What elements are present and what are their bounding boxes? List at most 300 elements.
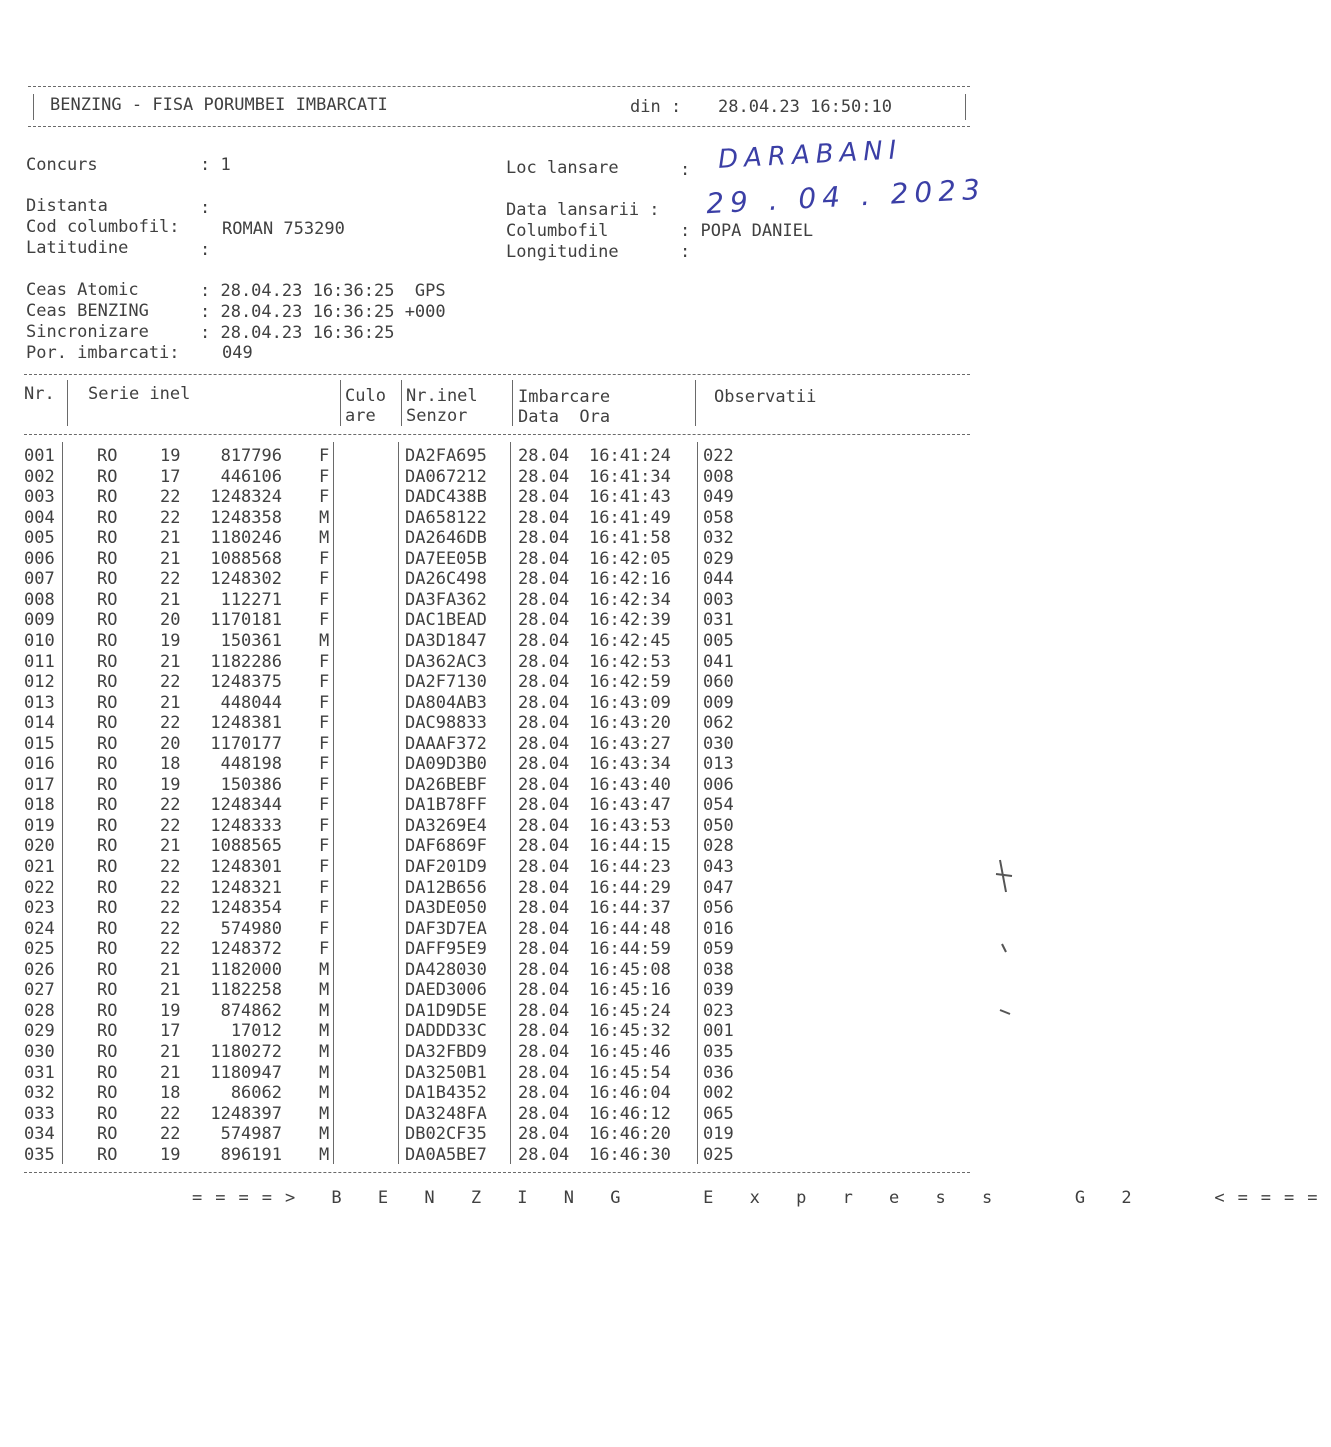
distanta-value: : xyxy=(200,198,211,218)
row-sex: F xyxy=(319,754,330,775)
row-nr: 003 xyxy=(24,487,55,508)
row-nr: 019 xyxy=(24,815,55,836)
row-sensor-id: DA362AC3 xyxy=(405,651,487,672)
row-sex: F xyxy=(319,898,330,919)
row-observatii: 060 xyxy=(703,672,734,693)
row-ring-number: 446106 xyxy=(220,466,282,487)
sincronizare-value: : 28.04.23 16:36:25 xyxy=(200,323,395,343)
row-ring-number: 1182286 xyxy=(210,651,282,672)
row-nr: 005 xyxy=(24,528,55,549)
row-nr: 023 xyxy=(24,898,55,919)
data-lansarii-label: Data lansarii : xyxy=(506,200,660,220)
row-time: 16:41:49 xyxy=(589,507,671,528)
row-observatii: 047 xyxy=(703,877,734,898)
row-date: 28.04 xyxy=(518,754,570,775)
row-date: 28.04 xyxy=(518,589,570,610)
row-nr: 034 xyxy=(24,1124,55,1145)
row-time: 16:43:20 xyxy=(589,713,671,734)
row-country: RO xyxy=(97,651,118,672)
row-year: 21 xyxy=(160,980,181,1001)
table-row xyxy=(0,980,1024,1000)
row-time: 16:46:20 xyxy=(589,1124,671,1145)
row-country: RO xyxy=(97,959,118,980)
row-sensor-id: DA3DE050 xyxy=(405,898,487,919)
row-time: 16:42:05 xyxy=(589,548,671,569)
row-time: 16:43:47 xyxy=(589,795,671,816)
row-sex: F xyxy=(319,733,330,754)
row-nr: 018 xyxy=(24,795,55,816)
latitudine-value: : xyxy=(200,240,211,260)
row-date: 28.04 xyxy=(518,446,570,466)
row-nr: 026 xyxy=(24,959,55,980)
row-sex: M xyxy=(319,1021,330,1042)
header-right-edge xyxy=(965,94,966,120)
row-sensor-id: DA26BEBF xyxy=(405,774,487,795)
row-sex: M xyxy=(319,980,330,1001)
table-row xyxy=(0,775,1024,795)
row-sex: F xyxy=(319,569,330,590)
row-sensor-id: DA1B78FF xyxy=(405,795,487,816)
row-observatii: 030 xyxy=(703,733,734,754)
row-sex: F xyxy=(319,610,330,631)
row-sex: F xyxy=(319,589,330,610)
row-date: 28.04 xyxy=(518,877,570,898)
col-header-culoare-2: are xyxy=(345,406,376,426)
row-sensor-id: DA32FBD9 xyxy=(405,1041,487,1062)
row-year: 22 xyxy=(160,507,181,528)
row-nr: 028 xyxy=(24,1000,55,1021)
row-year: 21 xyxy=(160,651,181,672)
row-nr: 002 xyxy=(24,466,55,487)
row-sensor-id: DAED3006 xyxy=(405,980,487,1001)
row-time: 16:46:30 xyxy=(589,1144,671,1165)
row-nr: 014 xyxy=(24,713,55,734)
row-observatii: 039 xyxy=(703,980,734,1001)
row-time: 16:41:43 xyxy=(589,487,671,508)
row-date: 28.04 xyxy=(518,1041,570,1062)
row-sensor-id: DA658122 xyxy=(405,507,487,528)
row-sensor-id: DA2646DB xyxy=(405,528,487,549)
row-ring-number: 1248397 xyxy=(210,1103,282,1124)
row-sex: M xyxy=(319,1103,330,1124)
row-sensor-id: DADDD33C xyxy=(405,1021,487,1042)
row-observatii: 003 xyxy=(703,589,734,610)
row-year: 22 xyxy=(160,672,181,693)
row-date: 28.04 xyxy=(518,918,570,939)
row-sensor-id: DAAAF372 xyxy=(405,733,487,754)
row-ring-number: 896191 xyxy=(220,1144,282,1165)
col-header-culoare-1: Culo xyxy=(345,386,386,406)
header-divider-imbarcare xyxy=(512,380,513,426)
row-sensor-id: DA2FA695 xyxy=(405,446,487,466)
table-row xyxy=(0,610,1024,630)
row-year: 19 xyxy=(160,446,181,466)
row-year: 19 xyxy=(160,774,181,795)
row-time: 16:42:53 xyxy=(589,651,671,672)
row-date: 28.04 xyxy=(518,548,570,569)
row-date: 28.04 xyxy=(518,692,570,713)
row-date: 28.04 xyxy=(518,569,570,590)
row-observatii: 008 xyxy=(703,466,734,487)
row-ring-number: 1182258 xyxy=(210,980,282,1001)
row-observatii: 043 xyxy=(703,857,734,877)
row-country: RO xyxy=(97,918,118,939)
row-ring-number: 1248324 xyxy=(210,487,282,508)
row-country: RO xyxy=(97,980,118,1001)
table-row xyxy=(0,734,1024,754)
ceas-atomic-value: : 28.04.23 16:36:25 GPS xyxy=(200,281,446,301)
row-nr: 015 xyxy=(24,733,55,754)
row-ring-number: 448044 xyxy=(220,692,282,713)
row-ring-number: 1248358 xyxy=(210,507,282,528)
row-observatii: 035 xyxy=(703,1041,734,1062)
row-sensor-id: DAF3D7EA xyxy=(405,918,487,939)
table-row xyxy=(0,1124,1024,1144)
row-date: 28.04 xyxy=(518,651,570,672)
row-sex: F xyxy=(319,939,330,960)
row-country: RO xyxy=(97,1103,118,1124)
row-country: RO xyxy=(97,610,118,631)
row-ring-number: 1248302 xyxy=(210,569,282,590)
table-row xyxy=(0,1001,1024,1021)
row-ring-number: 1180272 xyxy=(210,1041,282,1062)
row-nr: 017 xyxy=(24,774,55,795)
row-country: RO xyxy=(97,898,118,919)
row-time: 16:46:04 xyxy=(589,1083,671,1104)
row-sex: F xyxy=(319,918,330,939)
table-bottom-rule xyxy=(24,1172,970,1173)
row-nr: 033 xyxy=(24,1103,55,1124)
table-row xyxy=(0,960,1024,980)
row-nr: 029 xyxy=(24,1021,55,1042)
row-country: RO xyxy=(97,1021,118,1042)
row-nr: 012 xyxy=(24,672,55,693)
row-country: RO xyxy=(97,1000,118,1021)
row-sex: M xyxy=(319,1124,330,1145)
row-observatii: 049 xyxy=(703,487,734,508)
row-year: 22 xyxy=(160,1103,181,1124)
row-year: 17 xyxy=(160,466,181,487)
row-ring-number: 1170181 xyxy=(210,610,282,631)
row-observatii: 013 xyxy=(703,754,734,775)
row-country: RO xyxy=(97,1041,118,1062)
row-country: RO xyxy=(97,1124,118,1145)
row-observatii: 056 xyxy=(703,898,734,919)
row-time: 16:43:40 xyxy=(589,774,671,795)
row-observatii: 009 xyxy=(703,692,734,713)
row-nr: 020 xyxy=(24,836,55,857)
row-nr: 013 xyxy=(24,692,55,713)
table-row xyxy=(0,898,1024,918)
row-time: 16:43:09 xyxy=(589,692,671,713)
table-row xyxy=(0,1083,1024,1103)
row-nr: 011 xyxy=(24,651,55,672)
row-sensor-id: DA0A5BE7 xyxy=(405,1144,487,1165)
sincronizare-label: Sincronizare xyxy=(26,322,149,342)
table-row xyxy=(0,590,1024,610)
row-ring-number: 1180246 xyxy=(210,528,282,549)
row-sensor-id: DA1B4352 xyxy=(405,1083,487,1104)
row-observatii: 025 xyxy=(703,1144,734,1165)
header-divider-nrinel xyxy=(401,380,402,426)
table-row xyxy=(0,857,1024,877)
col-header-nr: Nr. xyxy=(24,384,55,404)
row-date: 28.04 xyxy=(518,1021,570,1042)
row-nr: 009 xyxy=(24,610,55,631)
row-sensor-id: DA12B656 xyxy=(405,877,487,898)
row-observatii: 050 xyxy=(703,815,734,836)
row-date: 28.04 xyxy=(518,898,570,919)
row-ring-number: 1248381 xyxy=(210,713,282,734)
row-sensor-id: DAFF95E9 xyxy=(405,939,487,960)
row-date: 28.04 xyxy=(518,1124,570,1145)
row-nr: 025 xyxy=(24,939,55,960)
row-sex: M xyxy=(319,630,330,651)
col-header-observatii: Observatii xyxy=(714,387,817,407)
row-ring-number: 1088565 xyxy=(210,836,282,857)
loc-lansare-sep: : xyxy=(680,160,691,180)
row-ring-number: 1248301 xyxy=(210,857,282,877)
row-date: 28.04 xyxy=(518,1000,570,1021)
header-divider-observatii xyxy=(695,380,696,426)
row-country: RO xyxy=(97,1062,118,1083)
row-time: 16:43:53 xyxy=(589,815,671,836)
row-time: 16:44:23 xyxy=(589,857,671,877)
row-sensor-id: DA3269E4 xyxy=(405,815,487,836)
row-country: RO xyxy=(97,446,118,466)
header-divider-nr xyxy=(67,380,68,426)
table-row xyxy=(0,549,1024,569)
row-year: 20 xyxy=(160,610,181,631)
row-observatii: 036 xyxy=(703,1062,734,1083)
row-observatii: 031 xyxy=(703,610,734,631)
row-sensor-id: DA067212 xyxy=(405,466,487,487)
row-sensor-id: DA428030 xyxy=(405,959,487,980)
din-label: din : xyxy=(630,97,682,117)
row-year: 22 xyxy=(160,815,181,836)
col-header-serie-inel: Serie inel xyxy=(88,384,191,404)
row-year: 21 xyxy=(160,692,181,713)
col-header-imbarcare-1: Imbarcare xyxy=(518,387,611,407)
row-sex: F xyxy=(319,774,330,795)
row-country: RO xyxy=(97,733,118,754)
table-row xyxy=(0,446,1024,466)
row-sensor-id: DAC1BEAD xyxy=(405,610,487,631)
table-row xyxy=(0,1145,1024,1165)
row-year: 21 xyxy=(160,836,181,857)
table-row xyxy=(0,528,1024,548)
latitudine-label: Latitudine xyxy=(26,238,129,258)
distanta-label: Distanta xyxy=(26,196,108,216)
row-country: RO xyxy=(97,877,118,898)
row-nr: 010 xyxy=(24,630,55,651)
row-sensor-id: DAC98833 xyxy=(405,713,487,734)
row-year: 18 xyxy=(160,1083,181,1104)
row-country: RO xyxy=(97,548,118,569)
row-sensor-id: DA3D1847 xyxy=(405,630,487,651)
row-ring-number: 1248372 xyxy=(210,939,282,960)
row-country: RO xyxy=(97,528,118,549)
row-ring-number: 17012 xyxy=(230,1021,282,1042)
row-sex: F xyxy=(319,692,330,713)
row-observatii: 001 xyxy=(703,1021,734,1042)
row-ring-number: 1248344 xyxy=(210,795,282,816)
row-observatii: 016 xyxy=(703,918,734,939)
row-year: 21 xyxy=(160,528,181,549)
row-date: 28.04 xyxy=(518,980,570,1001)
header-top-rule xyxy=(28,86,970,87)
row-time: 16:44:59 xyxy=(589,939,671,960)
row-time: 16:42:16 xyxy=(589,569,671,590)
row-date: 28.04 xyxy=(518,795,570,816)
columbofil-label: Columbofil xyxy=(506,221,609,241)
row-time: 16:45:08 xyxy=(589,959,671,980)
row-nr: 001 xyxy=(24,446,55,466)
row-time: 16:45:16 xyxy=(589,980,671,1001)
row-time: 16:45:54 xyxy=(589,1062,671,1083)
row-time: 16:42:34 xyxy=(589,589,671,610)
row-date: 28.04 xyxy=(518,1144,570,1165)
row-nr: 021 xyxy=(24,857,55,877)
table-row xyxy=(0,1104,1024,1124)
row-time: 16:42:59 xyxy=(589,672,671,693)
row-sex: F xyxy=(319,857,330,877)
row-observatii: 065 xyxy=(703,1103,734,1124)
row-sensor-id: DA804AB3 xyxy=(405,692,487,713)
loc-lansare-label: Loc lansare xyxy=(506,158,619,178)
row-date: 28.04 xyxy=(518,815,570,836)
row-sensor-id: DA1D9D5E xyxy=(405,1000,487,1021)
row-nr: 022 xyxy=(24,877,55,898)
row-date: 28.04 xyxy=(518,507,570,528)
row-observatii: 054 xyxy=(703,795,734,816)
header-divider-culoare xyxy=(340,380,341,426)
row-ring-number: 1180947 xyxy=(210,1062,282,1083)
row-year: 22 xyxy=(160,487,181,508)
row-observatii: 002 xyxy=(703,1083,734,1104)
row-country: RO xyxy=(97,1144,118,1165)
row-nr: 032 xyxy=(24,1083,55,1104)
row-time: 16:42:39 xyxy=(589,610,671,631)
table-top-rule xyxy=(24,374,970,375)
table-row xyxy=(0,1021,1024,1041)
row-sex: M xyxy=(319,528,330,549)
row-date: 28.04 xyxy=(518,733,570,754)
longitudine-value: : xyxy=(680,242,691,262)
row-year: 21 xyxy=(160,959,181,980)
row-sensor-id: DAF6869F xyxy=(405,836,487,857)
row-ring-number: 1170177 xyxy=(210,733,282,754)
row-time: 16:41:58 xyxy=(589,528,671,549)
margin-mark-1 xyxy=(996,860,1012,892)
row-year: 19 xyxy=(160,1000,181,1021)
row-ring-number: 574980 xyxy=(220,918,282,939)
header-bottom-rule xyxy=(28,126,970,127)
row-ring-number: 874862 xyxy=(220,1000,282,1021)
row-time: 16:44:48 xyxy=(589,918,671,939)
row-year: 21 xyxy=(160,1041,181,1062)
cod-columbofil-value: ROMAN 753290 xyxy=(222,219,345,239)
row-observatii: 019 xyxy=(703,1124,734,1145)
row-date: 28.04 xyxy=(518,672,570,693)
table-row xyxy=(0,652,1024,672)
row-time: 16:41:34 xyxy=(589,466,671,487)
ceas-benzing-label: Ceas BENZING xyxy=(26,301,149,321)
row-sex: F xyxy=(319,836,330,857)
row-observatii: 028 xyxy=(703,836,734,857)
row-sensor-id: DAF201D9 xyxy=(405,857,487,877)
row-sex: F xyxy=(319,815,330,836)
row-ring-number: 150386 xyxy=(220,774,282,795)
row-observatii: 029 xyxy=(703,548,734,569)
row-sensor-id: DA3248FA xyxy=(405,1103,487,1124)
row-country: RO xyxy=(97,692,118,713)
row-nr: 007 xyxy=(24,569,55,590)
row-country: RO xyxy=(97,487,118,508)
table-row xyxy=(0,569,1024,589)
row-year: 20 xyxy=(160,733,181,754)
longitudine-label: Longitudine xyxy=(506,242,619,262)
row-country: RO xyxy=(97,672,118,693)
cod-columbofil-label: Cod columbofil: xyxy=(26,217,180,237)
data-lansarii-handwritten: 29 . 04 . 2023 xyxy=(705,172,987,221)
row-country: RO xyxy=(97,939,118,960)
row-date: 28.04 xyxy=(518,630,570,651)
columbofil-value: : POPA DANIEL xyxy=(680,221,814,241)
row-country: RO xyxy=(97,589,118,610)
row-nr: 024 xyxy=(24,918,55,939)
row-year: 17 xyxy=(160,1021,181,1042)
row-ring-number: 574987 xyxy=(220,1124,282,1145)
row-date: 28.04 xyxy=(518,487,570,508)
table-row xyxy=(0,487,1024,507)
table-row xyxy=(0,816,1024,836)
row-sex: M xyxy=(319,1062,330,1083)
row-sex: M xyxy=(319,1041,330,1062)
table-row xyxy=(0,672,1024,692)
row-ring-number: 1248354 xyxy=(210,898,282,919)
row-year: 22 xyxy=(160,1124,181,1145)
row-country: RO xyxy=(97,1083,118,1104)
row-observatii: 023 xyxy=(703,1000,734,1021)
col-header-nr-inel-2: Senzor xyxy=(406,406,468,426)
row-year: 21 xyxy=(160,1062,181,1083)
row-observatii: 044 xyxy=(703,569,734,590)
row-country: RO xyxy=(97,630,118,651)
row-year: 22 xyxy=(160,713,181,734)
margin-mark-3 xyxy=(1000,1010,1010,1014)
row-date: 28.04 xyxy=(518,713,570,734)
row-time: 16:44:29 xyxy=(589,877,671,898)
row-year: 21 xyxy=(160,589,181,610)
row-year: 22 xyxy=(160,918,181,939)
table-row xyxy=(0,919,1024,939)
row-country: RO xyxy=(97,774,118,795)
row-time: 16:44:37 xyxy=(589,898,671,919)
row-country: RO xyxy=(97,713,118,734)
row-sensor-id: DA2F7130 xyxy=(405,672,487,693)
table-row xyxy=(0,1063,1024,1083)
table-row xyxy=(0,939,1024,959)
row-year: 19 xyxy=(160,630,181,651)
col-header-imbarcare-2: Data Ora xyxy=(518,407,611,427)
row-ring-number: 817796 xyxy=(220,446,282,466)
row-nr: 035 xyxy=(24,1144,55,1165)
row-ring-number: 150361 xyxy=(220,630,282,651)
document-title: BENZING - FISA PORUMBEI IMBARCATI xyxy=(50,95,388,115)
row-observatii: 038 xyxy=(703,959,734,980)
row-observatii: 032 xyxy=(703,528,734,549)
